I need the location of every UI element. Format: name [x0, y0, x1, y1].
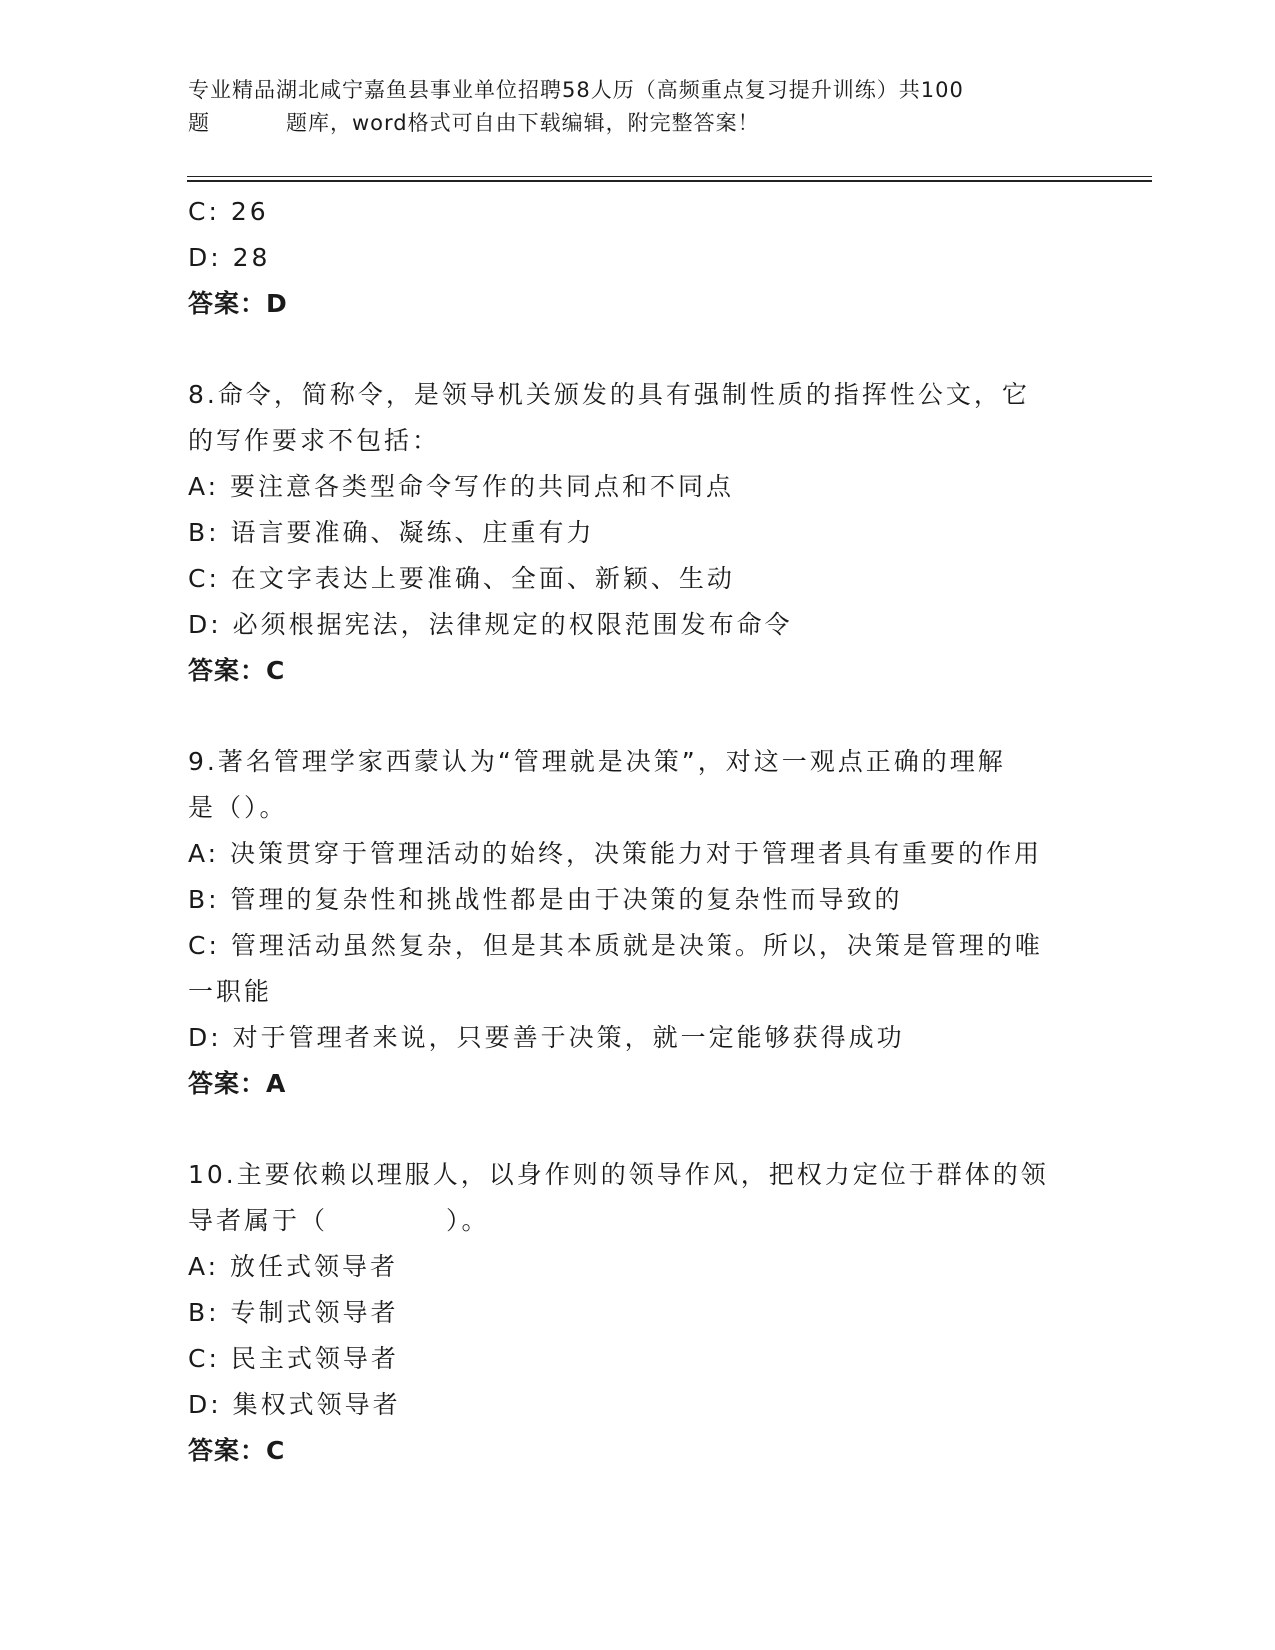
- spacer: [188, 694, 1088, 739]
- answer-line: 答案：D: [188, 289, 288, 318]
- question-block-9: [188, 739, 1088, 1107]
- option-d: D: 对于管理者来说，只要善于决策，就一定能够获得成功: [188, 1023, 905, 1052]
- option-c: C: 26: [188, 197, 269, 226]
- question-text-line: 是（）。: [188, 793, 288, 822]
- option-a: A: 放任式领导者: [188, 1252, 399, 1281]
- option-d: D: 必须根据宪法，法律规定的权限范围发布命令: [188, 610, 793, 639]
- option-c: C: 管理活动虽然复杂，但是其本质就是决策。所以，决策是管理的唯: [188, 931, 1043, 960]
- answer-line: 答案：C: [188, 1436, 286, 1465]
- header-divider-thin: [187, 176, 1152, 177]
- option-a: A: 要注意各类型命令写作的共同点和不同点: [188, 472, 735, 501]
- option-c: C: 民主式领导者: [188, 1344, 399, 1373]
- question-text-fragment: 导者属于（: [188, 1206, 329, 1235]
- question-text-line: 9.著名管理学家西蒙认为“管理就是决策”，对这一观点正确的理解: [188, 747, 1006, 776]
- question-text-fragment: ）。: [446, 1206, 490, 1235]
- option-c: C: 在文字表达上要准确、全面、新颖、生动: [188, 564, 735, 593]
- header-title-tail: 题: [188, 111, 210, 135]
- header-divider-thick: [187, 180, 1152, 182]
- document-header: [188, 74, 1088, 140]
- option-c-continued: 一职能: [188, 977, 273, 1006]
- option-d: D: 28: [188, 243, 271, 272]
- question-block-10: [188, 1152, 1088, 1474]
- header-subtitle-line: [188, 107, 1088, 140]
- question-text-line: 8.命令，简称令，是领导机关颁发的具有强制性质的指挥性公文，它: [188, 380, 1030, 409]
- question-text-line: 的写作要求不包括：: [188, 426, 441, 455]
- option-b: B: 语言要准确、凝练、庄重有力: [188, 518, 595, 547]
- spacer: [188, 1107, 1088, 1152]
- question-block-8: [188, 372, 1088, 694]
- question-text-line: 10.主要依赖以理服人，以身作则的领导作风，把权力定位于群体的领: [188, 1160, 1049, 1189]
- spacer: [188, 327, 1088, 372]
- question-text-line-with-blank: [188, 1198, 1088, 1244]
- option-b: B: 管理的复杂性和挑战性都是由于决策的复杂性而导致的: [188, 885, 903, 914]
- answer-line: 答案：C: [188, 656, 286, 685]
- answer-line: 答案：A: [188, 1069, 287, 1098]
- document-body: [188, 189, 1088, 1474]
- header-subtitle: 题库，word格式可自由下载编辑，附完整答案！: [286, 111, 760, 135]
- option-a: A: 决策贯穿于管理活动的始终，决策能力对于管理者具有重要的作用: [188, 839, 1043, 868]
- question-text: [188, 372, 1088, 464]
- header-title-line: 专业精品湖北咸宁嘉鱼县事业单位招聘58人历（高频重点复习提升训练）共100: [188, 78, 964, 102]
- question-text: [188, 1152, 1088, 1244]
- option-d: D: 集权式领导者: [188, 1390, 401, 1419]
- question-block-7-tail: [188, 189, 1088, 327]
- option-b: B: 专制式领导者: [188, 1298, 399, 1327]
- question-text: [188, 739, 1088, 831]
